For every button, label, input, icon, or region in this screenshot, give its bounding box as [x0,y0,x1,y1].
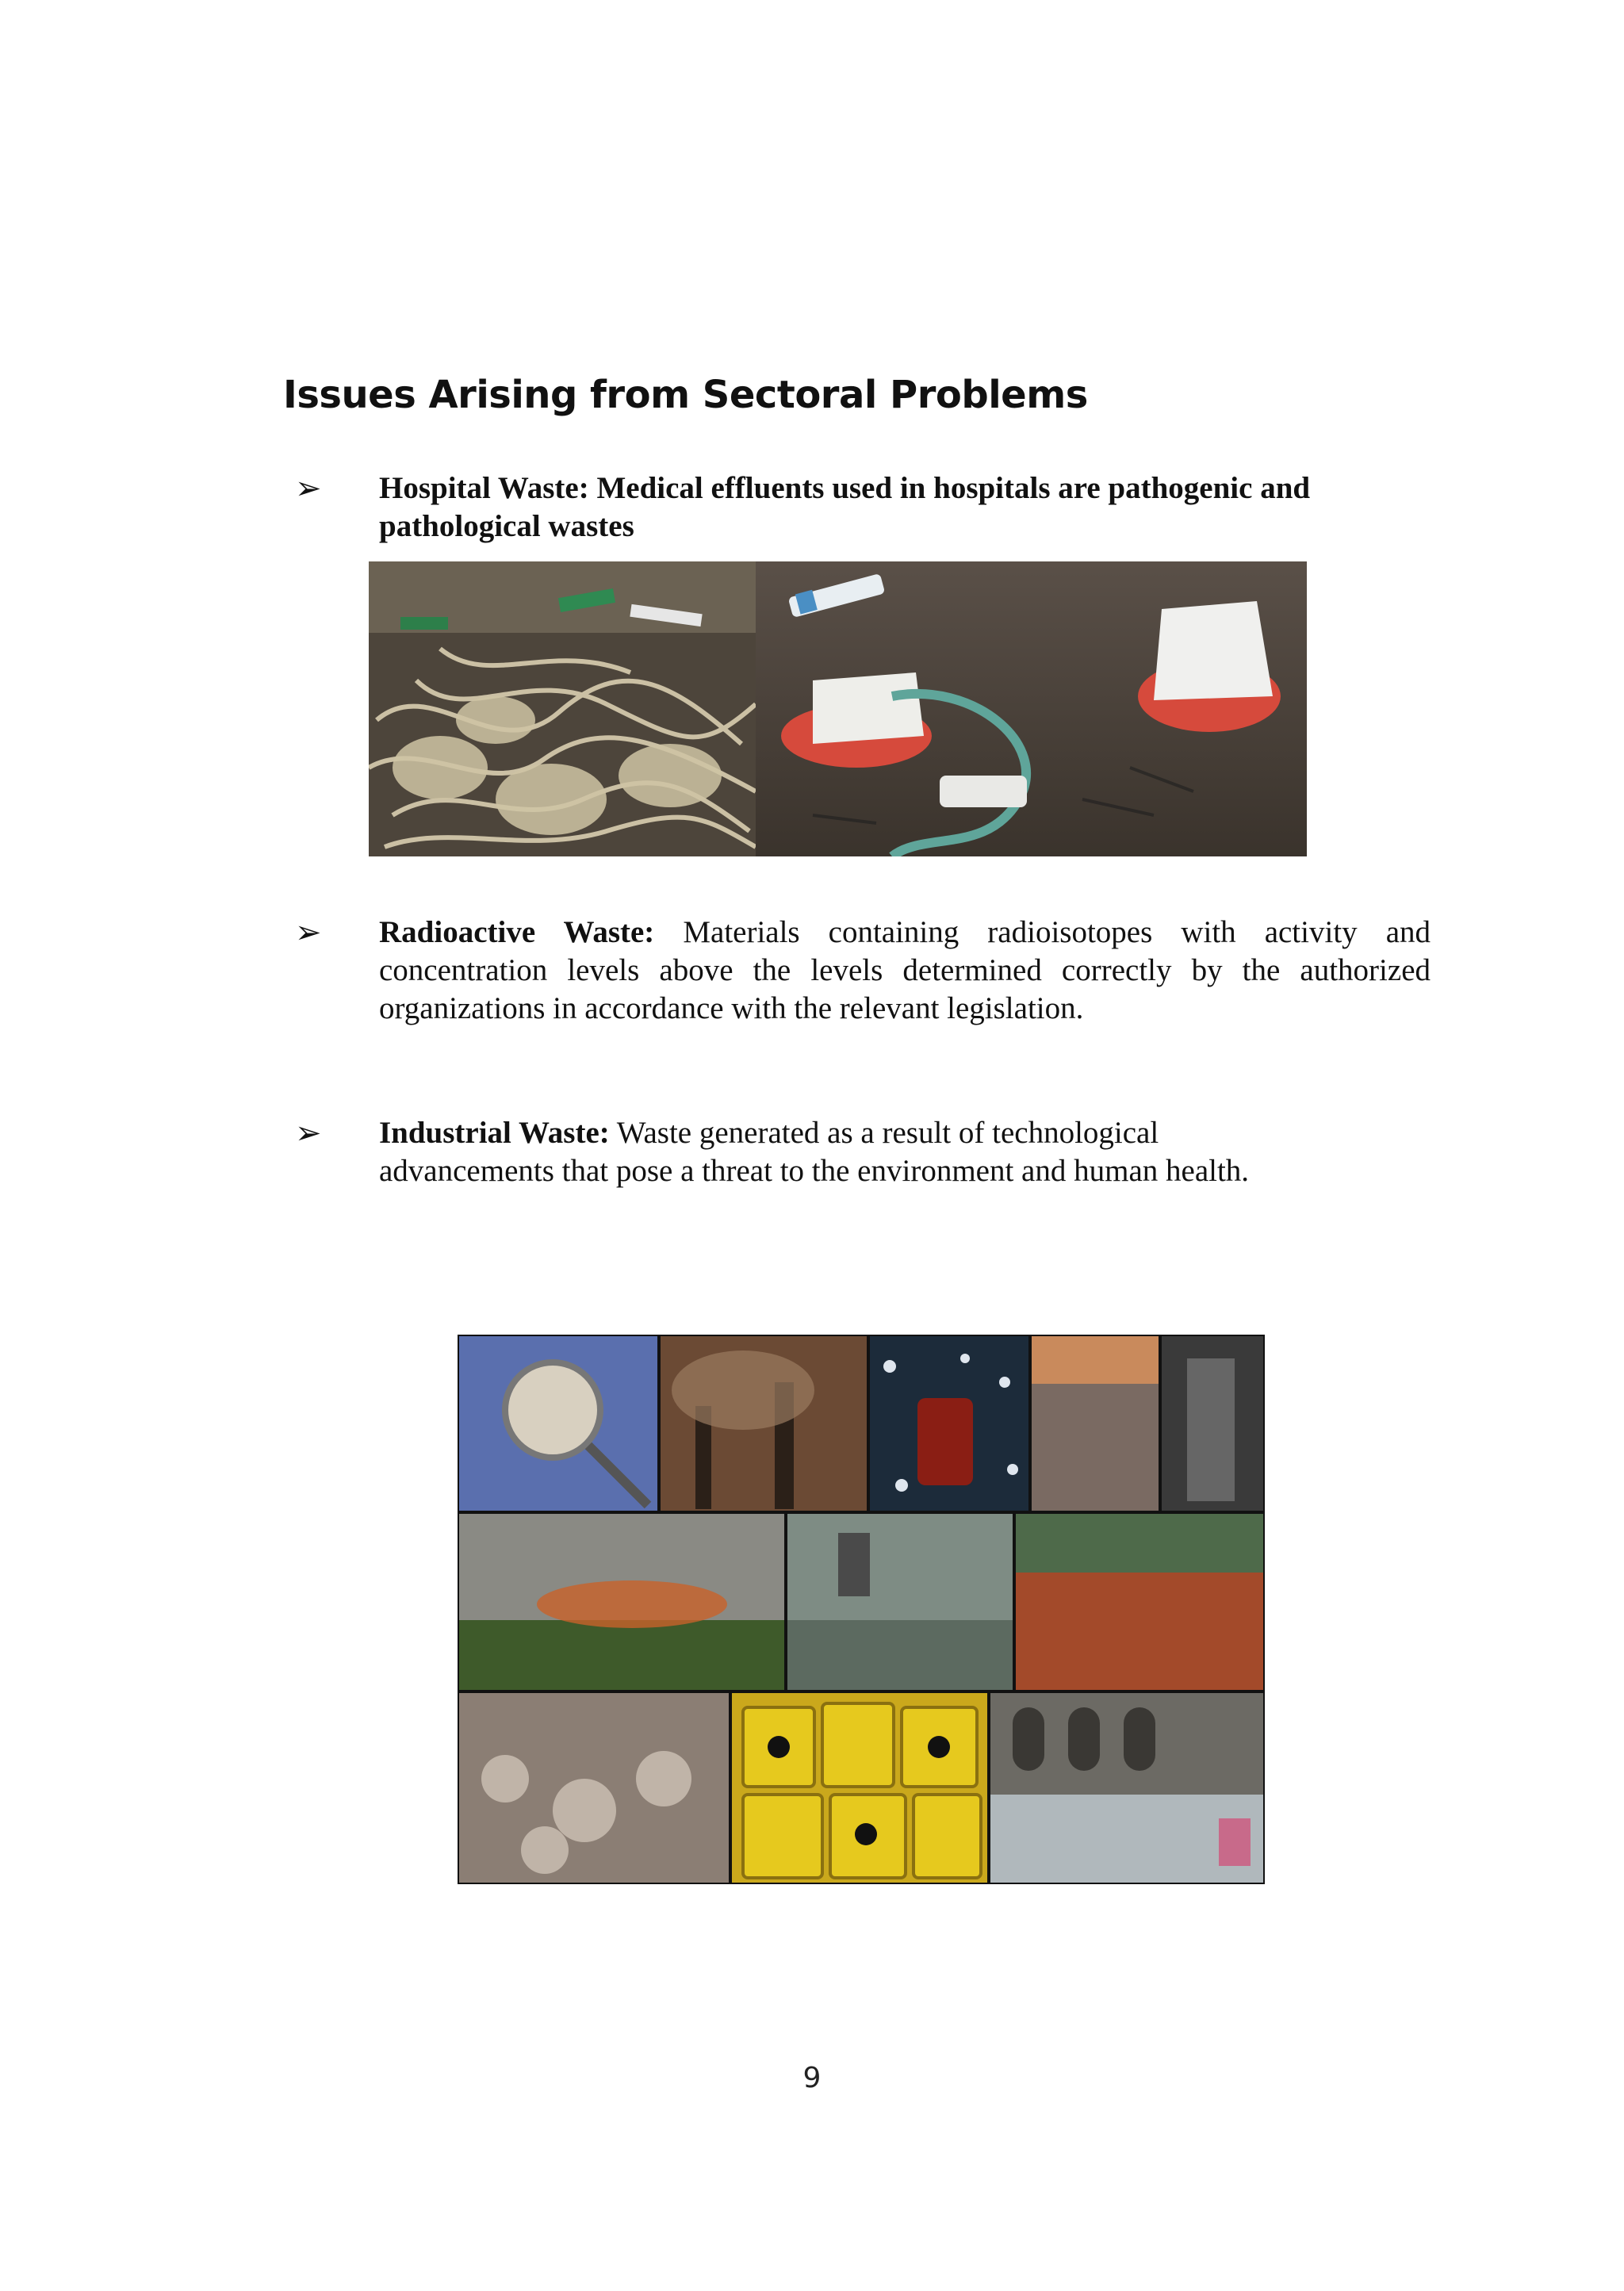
industrial-waste-item [379,1114,1331,1190]
bullet-arrow-icon: ➢ [295,470,322,507]
hospital-waste-item [379,469,1410,546]
industrial-waste-label: Industrial Waste: [379,1116,610,1150]
hospital-waste-label: Hospital Waste: [379,471,589,505]
hospital-waste-text: Medical effluents used in hospitals are pathogenic and pathological wastes [379,471,1311,543]
radioactive-waste-label: Radioactive Waste: [379,915,655,949]
radioactive-waste-text: Materials containing radioisotopes with activity and concentration levels above the levels determined correctly by the authorized organizations in accordance with the relevant legislation. [379,915,1431,1025]
section-heading: Issues Arising from Sectoral Problems [283,373,1088,417]
industrial-pollution-collage [458,1335,1265,1884]
hospital-waste-photo [369,561,1307,856]
bullet-arrow-icon: ➢ [295,1115,322,1151]
bullet-arrow-icon: ➢ [295,914,322,951]
radioactive-waste-item [379,914,1431,1028]
industrial-waste-text: Waste generated as a result of technological advancements that pose a threat to the environment and human health. [379,1116,1250,1188]
page-number: 9 [802,2062,822,2094]
